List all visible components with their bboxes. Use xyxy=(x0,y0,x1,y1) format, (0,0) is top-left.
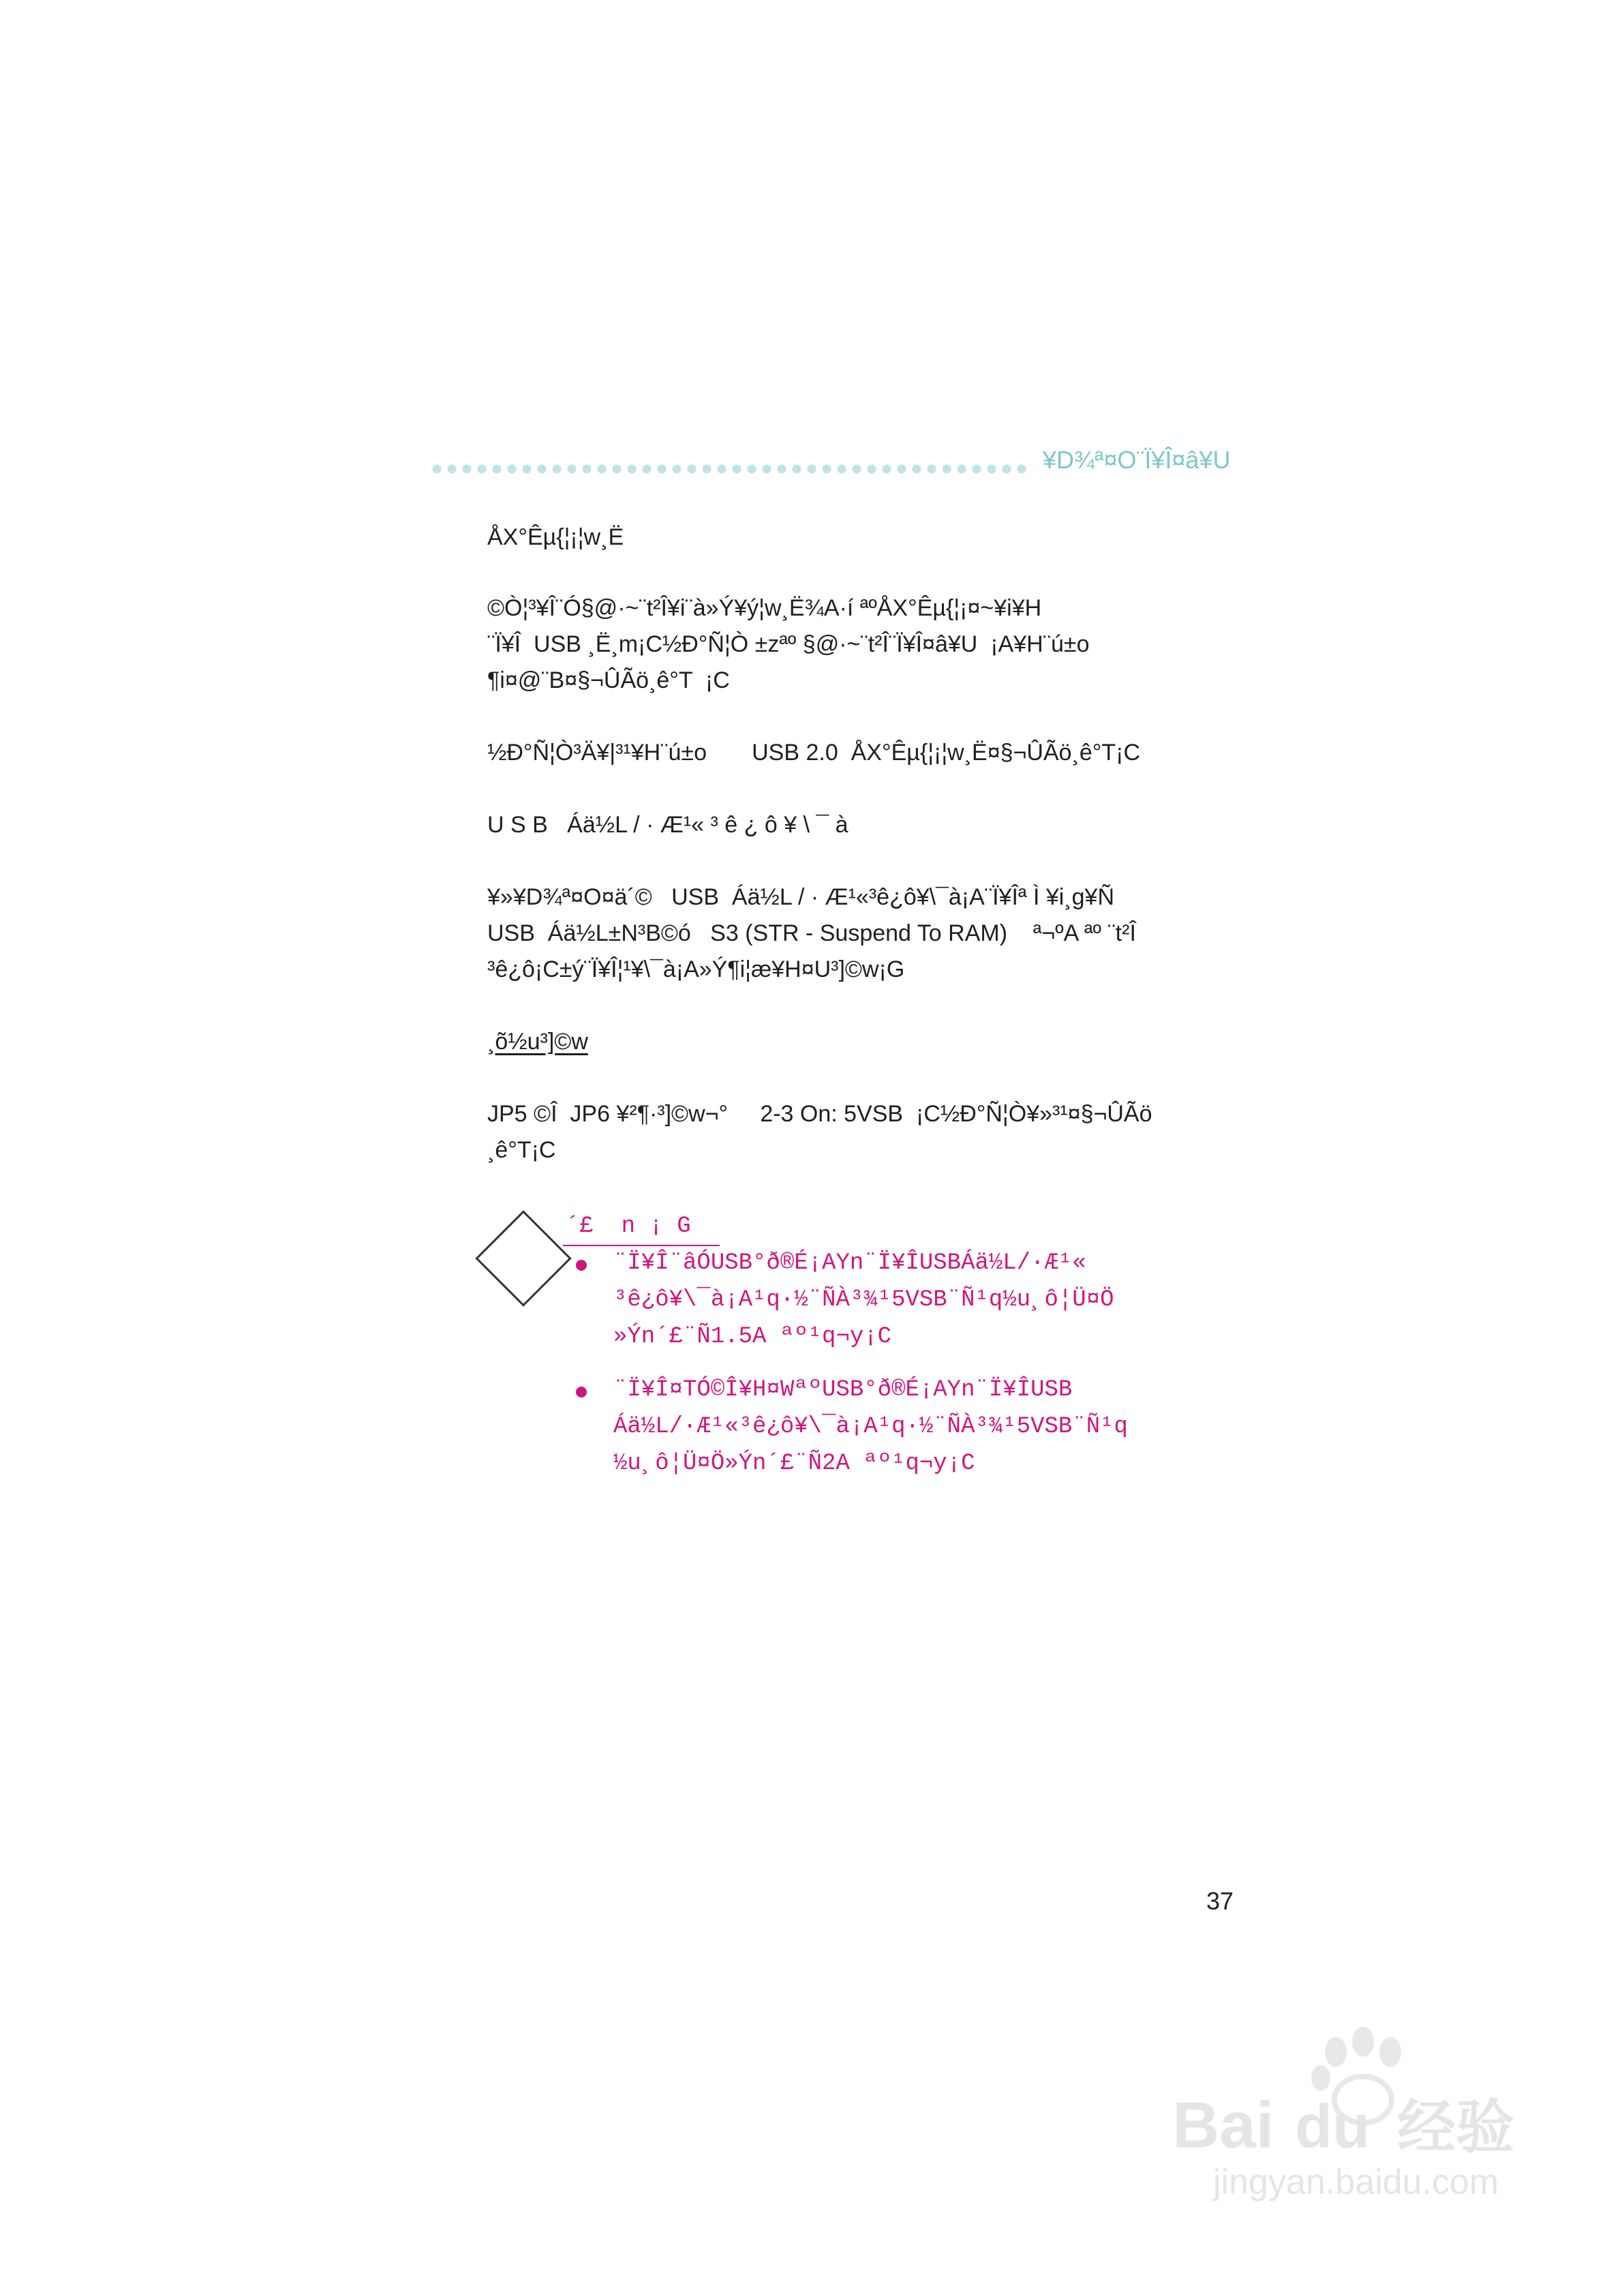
paragraph-line: ³ê¿ô¡C±ý¨Ï¥Î¦¹¥\¯à¡A»Ý¶i¦æ¥H¤U³]©w¡G xyxy=(487,956,905,982)
paragraph-line: ¶i¤@¨B¤§¬ÛÃö¸ê°T ¡C xyxy=(487,667,730,693)
note-line: ³ê¿ô¥\¯à¡A¹q·½¨ÑÀ³¾¹5VSB¨Ñ¹q½u¸ô¦Ü¤Ö xyxy=(613,1287,1114,1313)
bullet-icon xyxy=(576,1387,587,1398)
note-line: ¨Ï¥Î¤TÓ©Î¥H¤WªºUSB°ð®É¡AYn¨Ï¥ÎUSB xyxy=(613,1377,1073,1403)
bullet-icon xyxy=(576,1260,587,1271)
watermark-brand: Bai xyxy=(1172,2089,1274,2162)
watermark-url: jingyan.baidu.com xyxy=(1213,2162,1499,2202)
paragraph-line: ¨Ï¥Î USB ¸Ë¸m¡C½Ð°Ñ¦Ò ±zªº §@·~¨t²Î¨Ï¥Î¤â¥U ¡A¥H¨ú±o xyxy=(487,631,1090,657)
section-heading-driver-install: ÅX°Êµ{¦¡¦w¸Ë xyxy=(487,524,624,550)
baidu-jingyan-watermark xyxy=(1159,2004,1540,2209)
note-line: ¨Ï¥Î¨âÓUSB°ð®É¡AYn¨Ï¥ÎUSBÁä½L/·Æ¹« xyxy=(613,1250,1086,1276)
paragraph-line: ½Ð°Ñ¦Ò³Ä¥|³¹¥H¨ú±o USB 2.0 ÅX°Êµ{¦¡¦w¸Ë¤§¬ÛÃö¸ê°T¡C xyxy=(487,740,1141,766)
paragraph-line: ¸ê°T¡C xyxy=(487,1137,556,1163)
header-title: ¥D¾ª¤O¨Ï¥Î¤â¥U xyxy=(1043,446,1231,474)
paragraph-line: ©Ò¦³¥Î¨Ó§@·~¨t²Î¥i¨à»Ý¥ý¦w¸Ë¾A·í ªºÅX°Êµ{¦¡¤~¥i¥H xyxy=(487,595,1042,621)
note-title: ´£ n ¡ G xyxy=(566,1213,691,1239)
paragraph-line: JP5 ©Î JP6 ¥²¶·³]©w¬° 2-3 On: 5VSB ¡C½Ð°Ñ¦Ò¥»³¹¤§¬ÛÃö xyxy=(487,1101,1152,1127)
note-diamond-icon xyxy=(475,1210,571,1306)
subheading-jumper-setting: ¸õ½u³]©w xyxy=(487,1029,588,1055)
note-line: Áä½L/·Æ¹«³ê¿ô¥\¯à¡A¹q·½¨ÑÀ³¾¹5VSB¨Ñ¹q xyxy=(613,1414,1128,1440)
page-number: 37 xyxy=(1206,1887,1234,1915)
note-line: »Ýn´£¨Ñ1.5A ªº¹q¬y¡C xyxy=(613,1324,892,1350)
header-dotted-rule xyxy=(429,464,1029,474)
note-line: ½u¸ô¦Ü¤Ö»Ýn´£¨Ñ2A ªº¹q¬y¡C xyxy=(613,1451,975,1477)
section-heading-usb-wakeup: U S B Áä½L / · Æ¹« ³ ê ¿ ô ¥ \ ¯ à xyxy=(487,812,848,838)
watermark-cn: 经验 xyxy=(1397,2094,1514,2162)
paragraph-line: USB Áä½L±N³B©ó S3 (STR - Suspend To RAM) ª¬ºA ªº ¨t²Î xyxy=(487,920,1136,946)
watermark-brand-suffix: du xyxy=(1295,2093,1370,2161)
paragraph-line: ¥»¥D¾ª¤O¤ä´© USB Áä½L / · Æ¹«³ê¿ô¥\¯à¡A¨Ï¥Îª Ì ¥i¸g¥Ñ xyxy=(487,884,1114,910)
